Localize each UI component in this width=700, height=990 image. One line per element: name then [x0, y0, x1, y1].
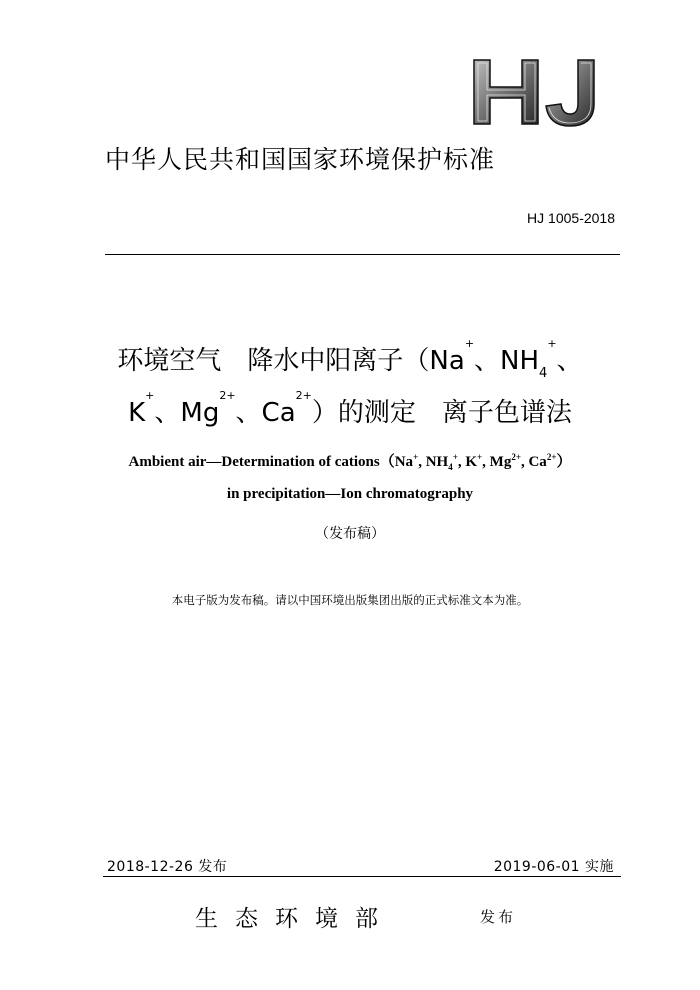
superscript: + [477, 452, 483, 462]
en-title-text: Ambient air—Determination of cations（Na [128, 454, 414, 470]
standard-code: HJ 1005-2018 [527, 210, 615, 226]
cn-title-text: 、Mg [154, 398, 220, 428]
issuing-ministry: 生态环境部 [195, 906, 395, 932]
chinese-title-line-2 [0, 389, 700, 429]
cn-title-text: 、NH [474, 346, 540, 376]
top-divider [105, 254, 620, 255]
superscript: + [452, 452, 458, 462]
superscript: 2+ [546, 452, 557, 462]
cn-title-text: K [128, 398, 146, 428]
superscript: 2+ [219, 389, 236, 402]
en-title-text: , NH [418, 454, 449, 470]
superscript: 2+ [511, 452, 521, 462]
superscript: + [145, 389, 155, 402]
issue-date: 2018-12-26 发布 [107, 859, 228, 875]
superscript: + [547, 337, 557, 350]
english-title-line-1 [0, 450, 700, 472]
en-title-text: , Mg [482, 454, 512, 470]
cn-title-text: 、Ca [235, 398, 296, 428]
hj-logo [470, 58, 602, 128]
hj-logo-graphic [470, 58, 602, 128]
cn-title-text: 、 [556, 346, 583, 376]
bottom-divider [103, 876, 621, 877]
draft-status-label: （发布稿） [315, 526, 385, 542]
en-title-text: , Ca [520, 454, 547, 470]
cn-title-text: 环境空气 降水中阳离子（Na [117, 346, 465, 376]
superscript: + [464, 337, 475, 350]
en-title-text: ） [556, 454, 572, 470]
effective-date: 2019-06-01 实施 [493, 859, 614, 875]
cn-title-text: ）的测定 离子色谱法 [311, 398, 572, 428]
superscript: 2+ [295, 389, 312, 402]
subscript: 4 [448, 462, 453, 472]
issuing-authority-header: 中华人民共和国国家环境保护标准 [105, 145, 496, 174]
edition-note: 本电子版为发布稿。请以中国环境出版集团出版的正式标准文本为准。 [171, 593, 529, 607]
superscript: + [413, 452, 419, 462]
issuer-publish-label: 发布 [480, 908, 517, 926]
subscript: 4 [539, 366, 548, 381]
en-title-text: , K [457, 454, 478, 470]
english-title-line-2: in precipitation—Ion chromatography [226, 486, 474, 502]
chinese-title-line-1 [0, 337, 700, 381]
